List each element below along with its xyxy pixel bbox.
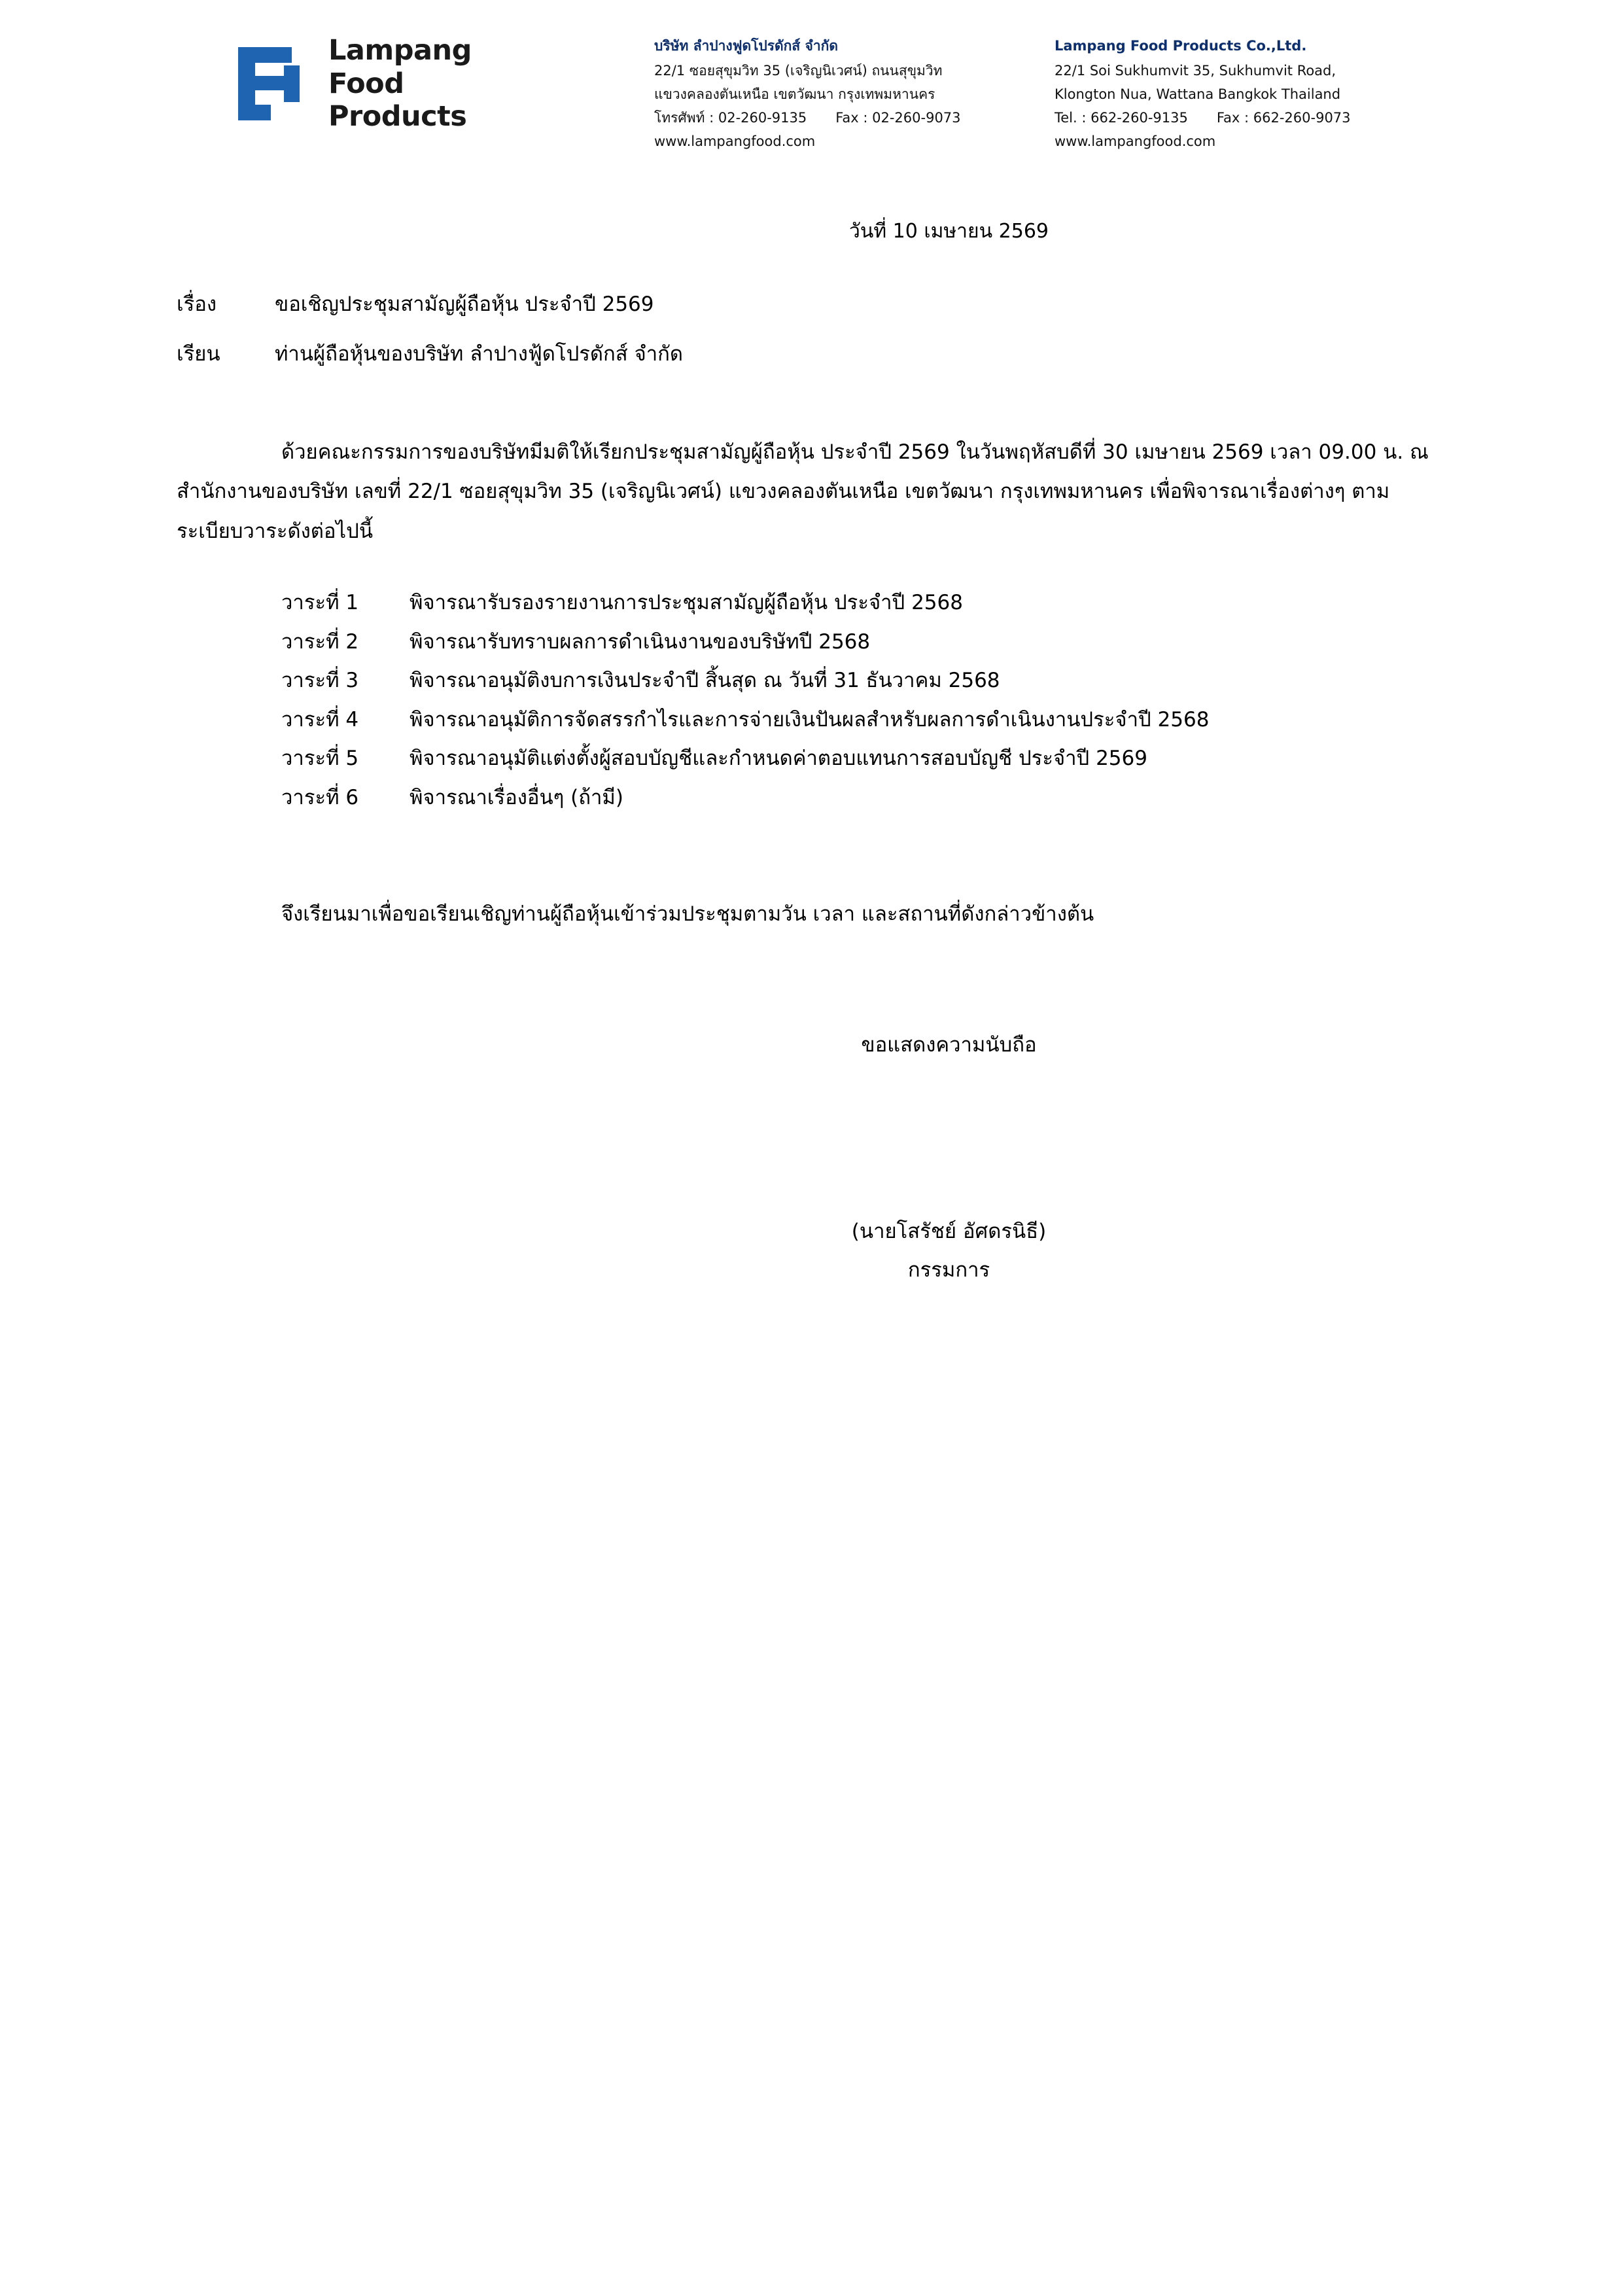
agenda-item [281,739,1623,779]
logo-wordmark [328,34,472,133]
agenda-number: วาระที่ 2 [281,629,359,654]
letter-date: วันที่ 10 เมษายน 2569 [849,220,1049,243]
recipient-value: ท่านผู้ถือหุ้นของบริษัท ลำปางฟู้ดโปรดักส์ จำกัด [275,342,684,366]
intro-paragraph [177,433,1459,551]
logo-word-line-2: Food [328,67,404,100]
agenda-text: พิจารณารับทราบผลการดำเนินงานของบริษัทปี 2568 [410,629,871,654]
agenda-item [281,701,1623,740]
address-thai [654,34,1027,154]
address-thai-line-2: แขวงคลองตันเหนือ เขตวัฒนา กรุงเทพมหานคร [654,86,935,103]
regards-line: ขอแสดงความนับถือ [861,1033,1037,1057]
address-english-phone: Tel. : 662-260-9135 [1055,110,1188,126]
closing-paragraph: จึงเรียนมาเพื่อขอเรียนเชิญท่านผู้ถือหุ้นเข้าร่วมประชุมตามวัน เวลา และสถานที่ดังกล่าวข้างต้น [281,902,1094,927]
address-thai-line-1: 22/1 ซอยสุขุมวิท 35 (เจริญนิเวศน์) ถนนสุขุมวิท [654,63,943,79]
agenda-item [281,662,1623,701]
agenda-text: พิจารณาอนุมัติแต่งตั้งผู้สอบบัญชีและกำหนดค่าตอบแทนการสอบบัญชี ประจำปี 2569 [410,747,1147,771]
subject-value: ขอเชิญประชุมสามัญผู้ถือหุ้น ประจำปี 2569 [275,292,654,316]
address-english [1055,34,1447,154]
address-english-company: Lampang Food Products Co.,Ltd. [1055,38,1307,54]
address-english-contact [1055,106,1447,130]
agenda-item [281,584,1623,623]
address-english-website[interactable]: www.lampangfood.com [1055,133,1216,150]
agenda-text: พิจารณารับรองรายงานการประชุมสามัญผู้ถือหุ้น ประจำปี 2568 [410,591,963,615]
agenda-item [281,779,1623,818]
agenda-number: วาระที่ 5 [281,747,359,771]
recipient-label: เรียน [177,342,220,366]
agenda-list [281,584,1623,817]
subject-row [177,287,1623,320]
agenda-text: พิจารณาอนุมัติงบการเงินประจำปี สิ้นสุด ณ วันที่ 31 ธันวาคม 2568 [410,669,1000,693]
agenda-item [281,623,1623,662]
lampang-logo-icon [236,43,311,124]
signer-title: กรรมการ [907,1258,990,1282]
address-thai-phone: โทรศัพท์ : 02-260-9135 [654,110,807,126]
address-thai-website[interactable]: www.lampangfood.com [654,133,816,150]
logo-word-line-3: Products [328,100,467,133]
subject-label: เรื่อง [177,292,217,316]
agenda-number: วาระที่ 4 [281,707,359,732]
letterhead [0,34,1623,154]
address-english-line-1: 22/1 Soi Sukhumvit 35, Sukhumvit Road, [1055,63,1336,79]
recipient-row [177,337,1623,370]
address-english-fax: Fax : 662-260-9073 [1216,110,1351,126]
signer-name: (นายโสรัชย์ อัศดรนิธี) [851,1220,1047,1244]
intro-paragraph-text: ด้วยคณะกรรมการของบริษัทมีมติให้เรียกประชุมสามัญผู้ถือหุ้น ประจำปี 2569 ในวันพฤหัสบดีที่ 30 เมษายน 2569 เวลา 09.00 น. ณ สำนักงานของบริษัท เลขที่ 22/1 ซอยสุขุมวิท 35 (เจริญนิเวศน์) แขวงคลองตันเหนือ เขตวัฒนา กรุงเทพมหานคร เพื่อพิจารณาเรื่องต่างๆ ตามระเบียบวาระดังต่อไปนี้ [177,440,1429,543]
logo-word-line-1: Lampang [328,34,472,67]
agenda-text: พิจารณาเรื่องอื่นๆ (ถ้ามี) [410,785,623,809]
letter-body [0,216,1623,1290]
company-logo [236,34,602,133]
signature-block [275,1212,1623,1290]
agenda-number: วาระที่ 3 [281,669,359,693]
address-thai-contact [654,106,1027,130]
agenda-text: พิจารณาอนุมัติการจัดสรรกำไรและการจ่ายเงินปันผลสำหรับผลการดำเนินงานประจำปี 2568 [410,707,1210,732]
address-thai-company: บริษัท ลำปางฟูดโปรดักส์ จำกัด [654,38,838,54]
agenda-number: วาระที่ 6 [281,785,359,809]
agenda-number: วาระที่ 1 [281,591,359,615]
address-thai-fax: Fax : 02-260-9073 [835,110,961,126]
address-english-line-2: Klongton Nua, Wattana Bangkok Thailand [1055,86,1341,103]
